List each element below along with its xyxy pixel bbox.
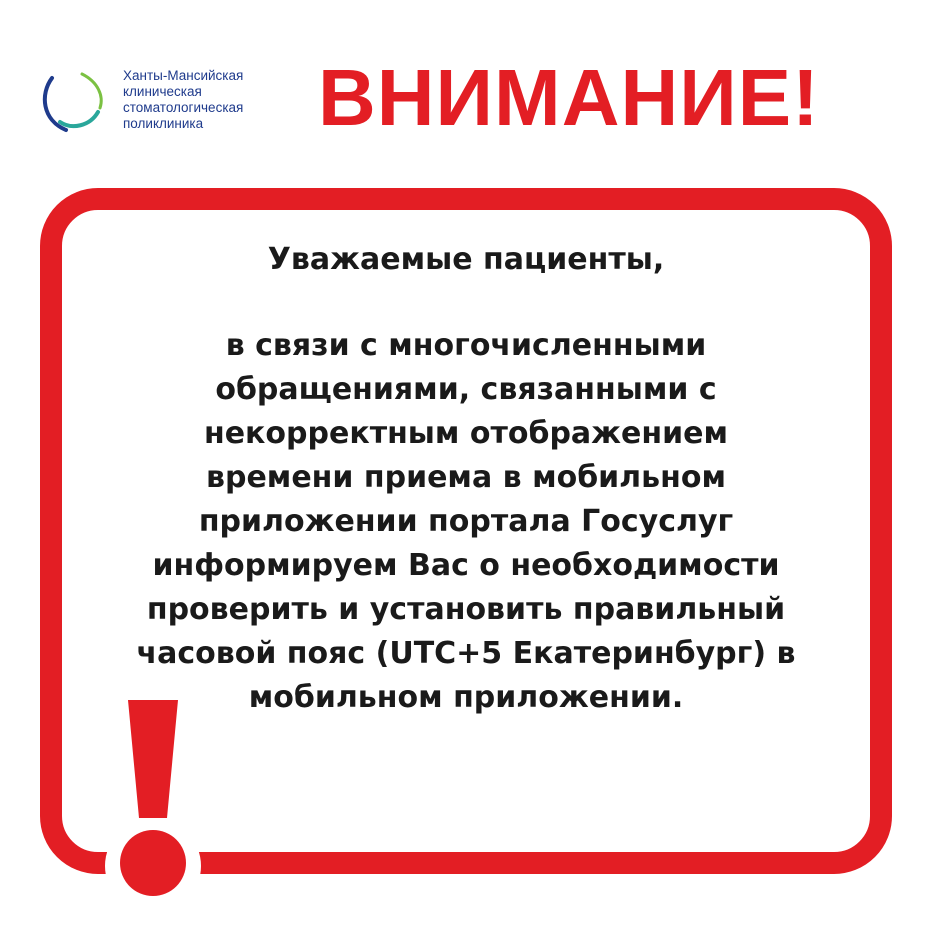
notice-line: обращениями, связанными с — [215, 372, 717, 407]
notice-line: мобильном приложении. — [248, 680, 684, 715]
notice-line: в связи с многочисленными — [225, 328, 707, 363]
exclamation-dot — [120, 830, 186, 896]
clinic-name-line: стоматологическая — [123, 100, 244, 115]
notice-line: некорректным отображением — [203, 416, 728, 451]
clinic-name-line: клиническая — [123, 84, 202, 99]
clinic-logo — [38, 60, 278, 140]
notice-line: времени приема в мобильном — [206, 460, 726, 495]
clinic-name — [123, 68, 243, 132]
notice-greeting: Уважаемые пациенты, — [267, 242, 665, 277]
notice-line: проверить и установить правильный — [146, 592, 786, 627]
header — [0, 0, 940, 175]
notice-line: приложении портала Госуслуг — [198, 504, 734, 539]
notice-line: информируем Вас о необходимости — [152, 548, 780, 583]
attention-heading: ВНИМАНИЕ! — [318, 53, 820, 142]
notice-line: часовой пояс (UTC+5 Екатеринбург) в — [136, 636, 796, 671]
clinic-logo-icon — [38, 64, 110, 136]
clinic-name-line: поликлиника — [123, 116, 204, 131]
clinic-name-line: Ханты-Мансийская — [123, 68, 244, 83]
notice-message — [80, 238, 852, 720]
